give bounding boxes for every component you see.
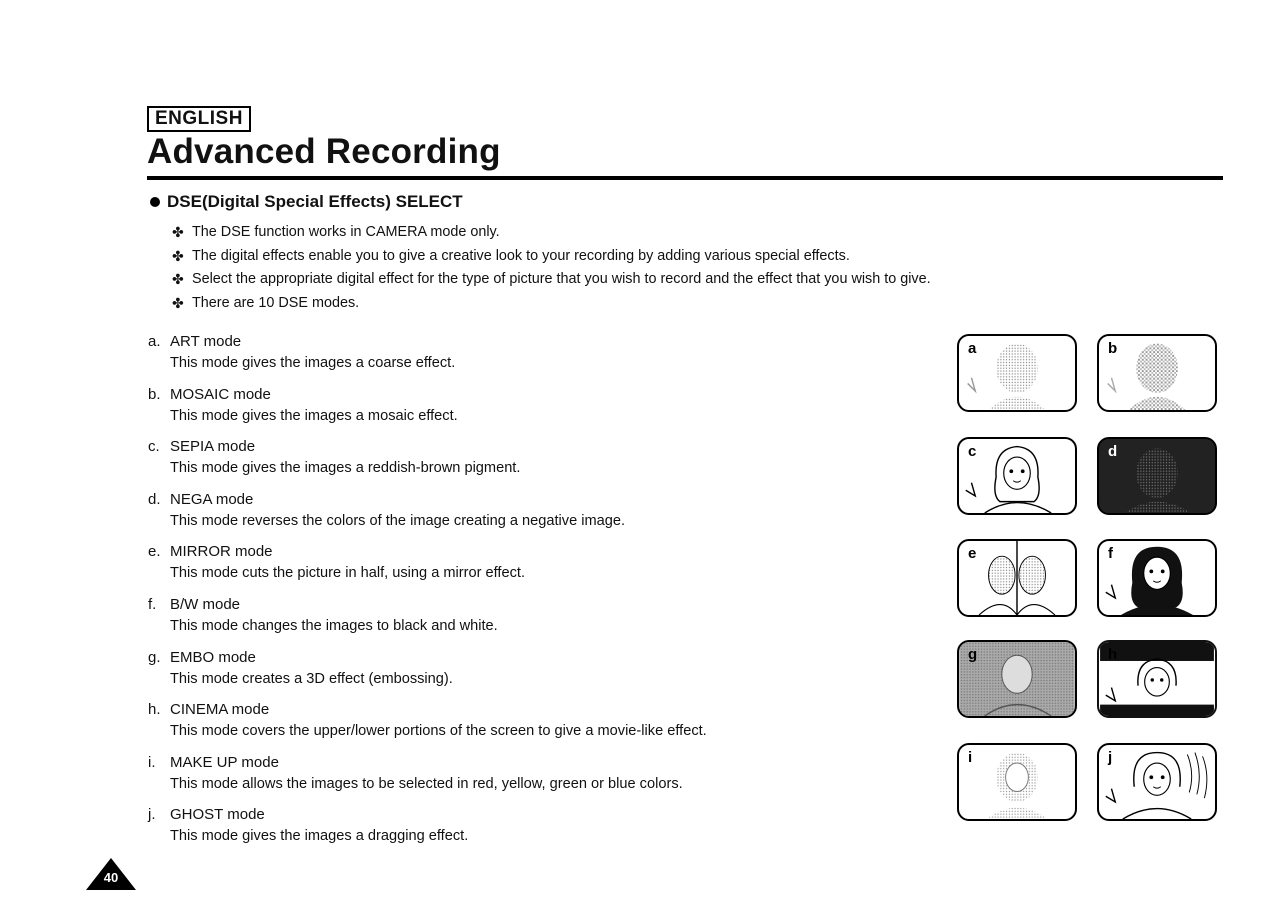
- bullet-dot-icon: [150, 197, 160, 207]
- star-bullet-icon: ✤: [172, 224, 184, 240]
- star-bullet-icon: ✤: [172, 247, 184, 264]
- dse-mode-list: [148, 331, 707, 857]
- mode-item-makeup: i. MAKE UP mode This mode allows the images to be selected in red, yellow, green or blue colors.: [148, 753, 683, 792]
- note-item: ✤ The DSE function works in CAMERA mode only.: [172, 221, 931, 245]
- page-title: Advanced Recording: [147, 132, 501, 171]
- mode-item-ghost: j. GHOST mode This mode gives the images a dragging effect.: [148, 806, 469, 845]
- mode-item-bw: f. B/W mode This mode changes the images to black and white.: [148, 595, 498, 634]
- section-heading: [150, 192, 463, 212]
- mode-item-sepia: c. SEPIA mode This mode gives the images a reddish-brown pigment.: [148, 438, 521, 477]
- woman-illustration-icon: [1099, 745, 1215, 819]
- note-item: ✤ There are 10 DSE modes.: [172, 292, 931, 316]
- thumbnail-bw: f: [1097, 539, 1217, 617]
- mode-item-embo: g. EMBO mode This mode creates a 3D effect (embossing).: [148, 648, 453, 687]
- star-bullet-icon: ✤: [172, 294, 184, 311]
- mode-item-art: a. ART mode This mode gives the images a coarse effect.: [148, 333, 456, 371]
- woman-illustration-icon: [959, 439, 1075, 513]
- thumbnail-embo: g: [957, 640, 1077, 718]
- thumbnail-nega: d: [1097, 437, 1217, 515]
- section-heading-text: DSE(Digital Special Effects) SELECT: [167, 192, 463, 211]
- woman-illustration-icon: [1099, 541, 1215, 615]
- thumbnail-mirror: e: [957, 539, 1077, 617]
- star-bullet-icon: ✤: [172, 271, 184, 288]
- dse-notes-list: [172, 221, 931, 315]
- note-item: ✤ Select the appropriate digital effect for the type of picture that you wish to record and the effect that you wish to give.: [172, 268, 931, 292]
- mode-item-cinema: h. CINEMA mode This mode covers the upper/lower portions of the screen to give a movie-like effect.: [148, 701, 707, 740]
- thumbnail-mosaic: b: [1097, 334, 1217, 412]
- mode-item-mosaic: b. MOSAIC mode This mode gives the images a mosaic effect.: [148, 385, 458, 424]
- woman-illustration-icon: [959, 336, 1075, 410]
- title-divider: [147, 176, 1223, 180]
- thumbnail-cinema: h: [1097, 640, 1217, 718]
- note-item: ✤ The digital effects enable you to give a creative look to your recording by adding various special effects.: [172, 245, 931, 269]
- thumbnail-ghost: j: [1097, 743, 1217, 821]
- woman-illustration-icon: [959, 745, 1075, 819]
- mode-item-mirror: e. MIRROR mode This mode cuts the picture in half, using a mirror effect.: [148, 543, 526, 582]
- thumbnail-sepia: c: [957, 437, 1077, 515]
- page-number-badge: 40: [86, 858, 136, 890]
- thumbnail-art: a: [957, 334, 1077, 412]
- thumbnail-makeup: i: [957, 743, 1077, 821]
- woman-illustration-icon: [959, 541, 1075, 615]
- mode-item-nega: d. NEGA mode This mode reverses the colors of the image creating a negative image.: [148, 490, 626, 529]
- language-badge: ENGLISH: [147, 106, 251, 132]
